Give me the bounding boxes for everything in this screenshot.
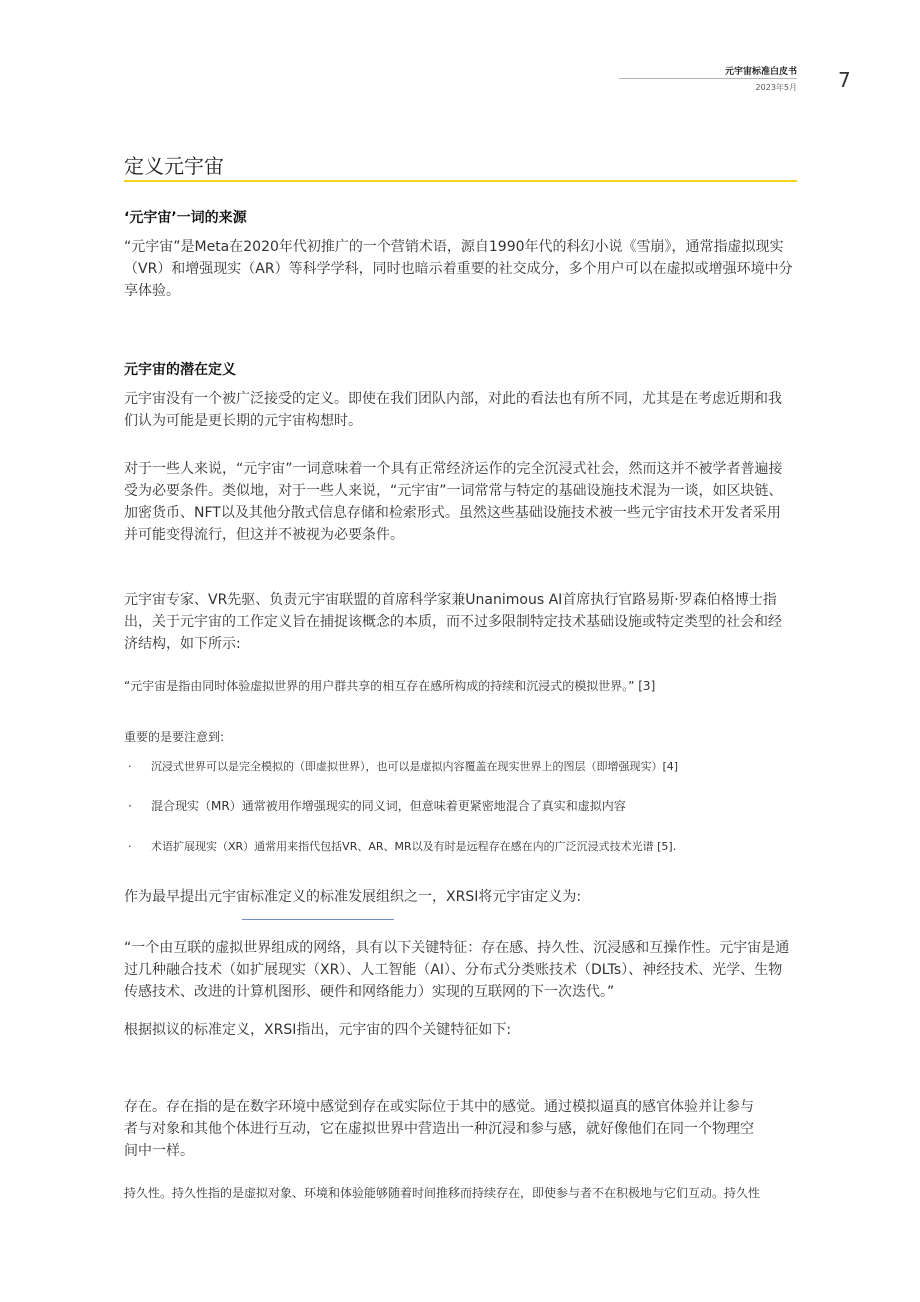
section-title: 定义元宇宙 — [124, 154, 224, 178]
presence-paragraph: 存在。存在指的是在数字环境中感觉到存在或实际位于其中的感觉。通过模拟逼真的感官体验并让参与者与对象和其他个体进行互动，它在虚拟世界中营造出一种沉浸和参与感，就好像他们在同一个物理空间中一样。 — [124, 1099, 754, 1159]
bullet-item-extended-reality — [124, 838, 794, 858]
origin-heading: ‘元宇宙’一词的来源 — [124, 210, 247, 226]
bullet-text: 混合现实（MR）通常被用作增强现实的同义词，但意味着更紧密地混合了真实和虚拟内容 — [151, 799, 626, 813]
bullet-text: 沉浸式世界可以是完全模拟的（即虚拟世界），也可以是虚拟内容覆盖在现实世界上的图层（即增强现实）[4] — [151, 760, 679, 773]
paragraph-economy-infrastructure: 对于一些人来说，“元宇宙”一词意味着一个具有正常经济运作的完全沉浸式社会，然而这并不被学者普遍接受为必要条件。类似地，对于一些人来说，“元宇宙”一词常常与特定的基础设施技术混为一谈，如区块链、加密货币、NFT以及其他分散式信息存储和检索形式。虽然这些基础设施技术被一些元宇宙技术开发者采用并可能变得流行，但这并不被视为必要条件。 — [124, 461, 783, 543]
link-underline — [242, 919, 394, 920]
bullet-dot: · — [128, 840, 132, 853]
potential-definition-heading: 元宇宙的潜在定义 — [124, 362, 236, 378]
bullet-text: 术语扩展现实（XR）通常用来指代包括VR、AR、MR以及有时是远程存在感在内的广泛沉浸式技术光谱 [5]. — [151, 840, 677, 853]
origin-paragraph: “元宇宙”是Meta在2020年代初推广的一个营销术语，源自1990年代的科幻小说《雪崩》，通常指虚拟现实（VR）和增强现实（AR）等科学学科，同时也暗示着重要的社交成分，多个用户可以在虚拟或增强环境中分享体验。 — [124, 239, 793, 299]
bullet-item-immersive — [124, 758, 794, 794]
header-divider — [619, 78, 797, 79]
persistence-paragraph: 持久性。持久性指的是虚拟对象、环境和体验能够随着时间推移而持续存在，即使参与者不在积极地与它们互动。持久性 — [124, 1186, 761, 1200]
paragraph-rosenberg: 元宇宙专家、VR先驱、负责元宇宙联盟的首席科学家兼Unanimous AI首席执行官路易斯·罗森伯格博士指出，关于元宇宙的工作定义旨在捕捉该概念的本质，而不过多限制特定技术基础设施或特定类型的社会和经济结构，如下所示: — [124, 592, 782, 652]
bullet-dot: · — [128, 799, 132, 813]
bullet-dot: · — [128, 760, 132, 773]
page-number: 7 — [838, 68, 851, 92]
paragraph-no-definition: 元宇宙没有一个被广泛接受的定义。即使在我们团队内部，对此的看法也有所不同，尤其是在考虑近期和我们认为可能是更长期的元宇宙构想时。 — [124, 391, 782, 429]
four-features-intro: 根据拟议的标准定义，XRSI指出，元宇宙的四个关键特征如下: — [124, 1022, 512, 1038]
bullet-item-mixed-reality — [124, 798, 794, 818]
xrsi-definition-quote: “一个由互联的虚拟世界组成的网络，具有以下关键特征：存在感、持久性、沉浸感和互操作性。元宇宙是通过几种融合技术（如扩展现实（XR）、人工智能（AI）、分布式分类账技术（DLTs）、神经技术、光学、生物传感技术、改进的计算机图形、硬件和网络能力）实现的互联网的下一次迭代。” — [124, 940, 790, 1000]
section-title-underline — [124, 180, 797, 182]
rosenberg-quote: “元宇宙是指由同时体验虚拟世界的用户群共享的相互存在感所构成的持续和沉浸式的模拟世界。” [3] — [124, 679, 656, 693]
note-intro: 重要的是要注意到: — [124, 730, 225, 744]
document-date: 2023年5月 — [755, 83, 797, 92]
document-title: 元宇宙标准白皮书 — [724, 67, 797, 77]
xrsi-intro: 作为最早提出元宇宙标准定义的标准发展组织之一，XRSI将元宇宙定义为: — [124, 889, 582, 905]
